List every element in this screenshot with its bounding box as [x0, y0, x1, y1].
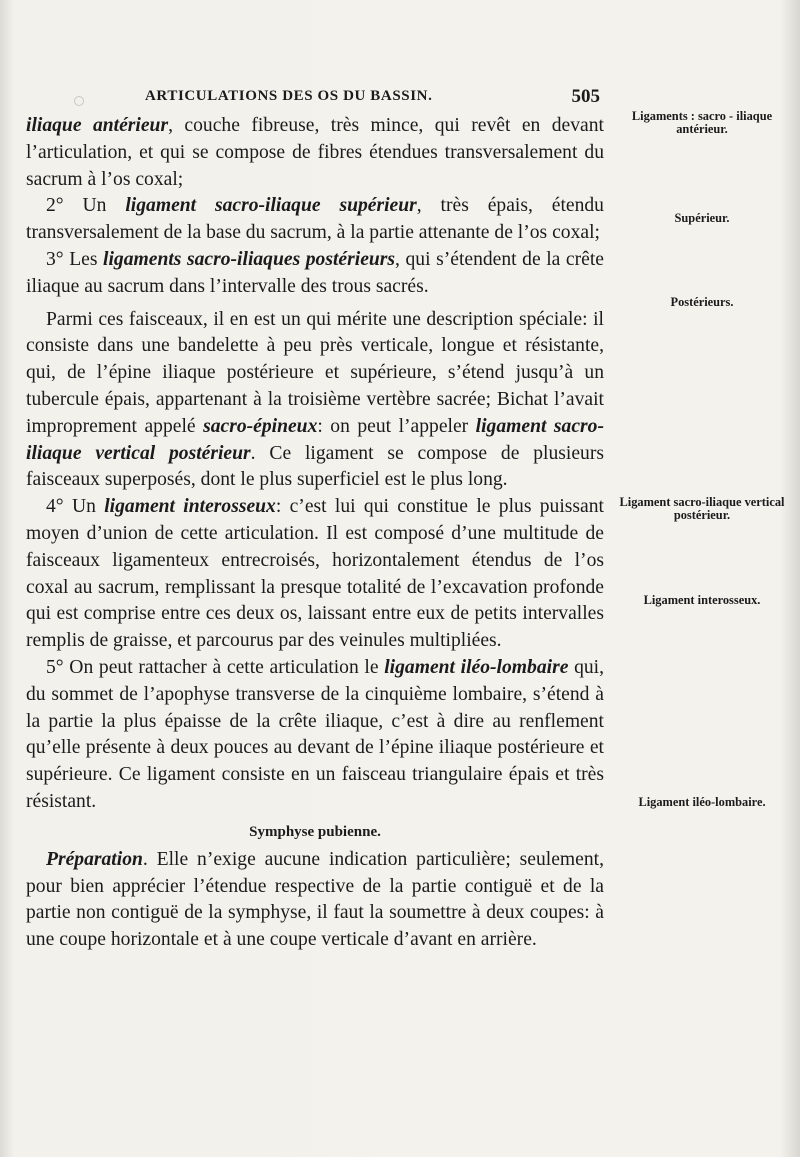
italic-term: ligament sacro-iliaque vertical postérieur — [26, 415, 604, 464]
text-run: , qui s’étendent de la crête iliaque au sacrum dans l’intervalle des trous sacrés. — [26, 248, 604, 297]
margin-note: Ligament sacro-iliaque vertical postérieur. — [619, 495, 785, 522]
italic-term: ligament interosseux — [104, 496, 276, 518]
margin-note: Ligament iléo-lombaire. — [638, 795, 766, 809]
text-run: : c’est lui qui constitue le plus puissant moyen d’union de cette articulation. Il est composé d’une multitude de faisceaux ligamenteux entrecroisés, horizontalement étendus de l’os coxal au sacrum, remplissant la presque totalité de l’excavation profonde qui est comprise entre ces deux os, laissant entre eux de petits intervalles remplis de graisse, et parcourus par des veinules multipliées. — [26, 496, 604, 652]
paragraph — [26, 307, 604, 495]
running-header — [145, 86, 600, 108]
paragraph — [26, 655, 604, 816]
text-run: 5° On peut rattacher à cette articulation le — [46, 656, 385, 678]
paragraph — [26, 113, 604, 193]
paragraph — [26, 193, 604, 247]
text-run: : on peut l’appeler — [317, 415, 476, 437]
main-text — [26, 113, 604, 954]
running-title: ARTICULATIONS DES OS DU BASSIN. — [145, 88, 433, 104]
text-run: . Elle n’exige aucune indication particulière; seulement, pour bien apprécier l’étendue respective de la partie contiguë et de la partie non contiguë de la symphyse, il faut la soumettre à deux coupes: à une coupe horizontale et à une coupe verticale d’avant en arrière. — [26, 848, 604, 951]
text-run: . Ce ligament se compose de plusieurs faisceaux superposés, dont le plus superficiel est le plus long. — [26, 442, 604, 491]
text-run: qui, du sommet de l’apophyse transverse de la cinquième lombaire, s’étend à la partie la plus épaisse de la crête iliaque, c’est à dire au renflement qu’elle présente à deux pouces au devant de l’épine iliaque postérieure et supérieure. Ce ligament consiste en un faisceau triangulaire épais et très résistant. — [26, 656, 605, 812]
text-run: 3° Les — [46, 248, 104, 270]
page-number: 505 — [571, 86, 600, 107]
text-run: Parmi ces faisceaux, il en est un qui mérite une description spéciale: il consiste dans une bandelette à peu près verticale, longue et résistante, qui, de l’épine iliaque postérieure et supérieure, s’étend jusqu’à un tubercule épais, appartenant à la troisième vertèbre sacrée; Bichat l’avait improprement appelé — [26, 308, 604, 437]
italic-term: sacro-épineux — [203, 415, 318, 437]
text-run: , couche fibreuse, très mince, qui revêt en devant l’articulation, et qui se compose de fibres étendues transversalement du sacrum à l’os coxal; — [26, 115, 604, 190]
margin-note: Postérieurs. — [670, 295, 734, 309]
italic-term: Préparation — [46, 848, 143, 870]
italic-term: ligament iléo-lombaire — [384, 656, 569, 678]
paper-blemish — [74, 96, 84, 106]
text-run: 2° Un — [46, 195, 126, 217]
text-run: 4° Un — [46, 496, 105, 518]
margin-note: Supérieur. — [674, 211, 730, 225]
text-run: , très épais, étendu transversalement de la base du sacrum, à la partie attenante de l’os coxal; — [26, 195, 604, 244]
section-heading: Symphyse pubienne. — [249, 823, 381, 840]
margin-note: Ligaments : sacro - iliaque antérieur. — [631, 109, 773, 136]
italic-term: iliaque antérieur — [26, 115, 169, 136]
paragraph — [26, 494, 604, 655]
italic-term: ligaments sacro-iliaques postérieurs — [103, 248, 396, 270]
paragraph — [26, 247, 604, 301]
margin-note: Ligament interosseux. — [643, 593, 761, 607]
italic-term: ligament sacro-iliaque supérieur — [125, 195, 417, 217]
paragraph — [26, 847, 604, 954]
